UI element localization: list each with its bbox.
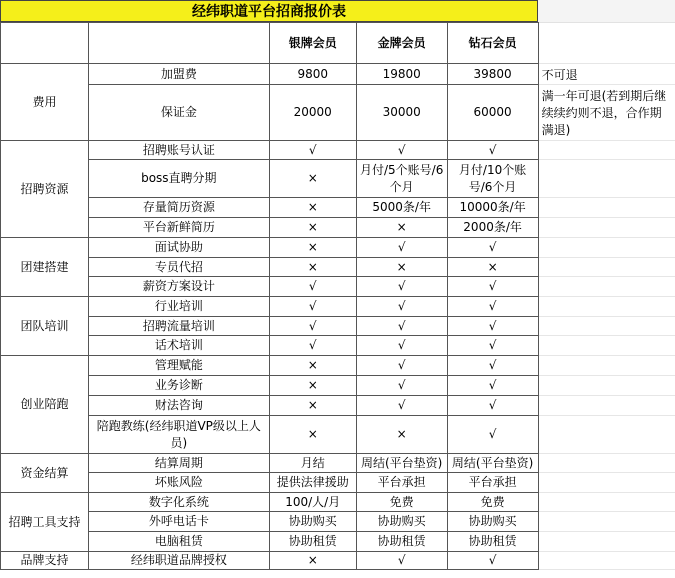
value-cell[interactable]: × <box>269 218 356 238</box>
table-row <box>1 258 675 277</box>
empty-cell[interactable] <box>538 356 675 376</box>
item-cell[interactable]: 加盟费 <box>88 64 269 85</box>
value-cell[interactable]: √ <box>356 238 447 258</box>
empty-cell[interactable] <box>538 376 675 396</box>
category-cell[interactable]: 创业陪跑 <box>1 356 89 454</box>
empty-cell[interactable] <box>538 23 675 64</box>
value-cell[interactable]: × <box>269 258 356 277</box>
empty-cell[interactable] <box>538 473 675 493</box>
value-cell[interactable]: 协助租赁 <box>356 532 447 552</box>
value-cell[interactable]: √ <box>447 396 538 416</box>
tier-header[interactable]: 金牌会员 <box>356 23 447 64</box>
table-row <box>1 532 675 552</box>
value-cell[interactable]: 20000 <box>269 85 356 141</box>
table-row <box>1 198 675 218</box>
value-cell[interactable]: 免费 <box>356 493 447 512</box>
value-cell[interactable]: 19800 <box>356 64 447 85</box>
value-cell[interactable]: √ <box>269 297 356 317</box>
table-row <box>1 64 675 85</box>
price-table <box>0 22 675 570</box>
item-cell[interactable]: 面试协助 <box>88 238 269 258</box>
value-cell[interactable]: √ <box>269 317 356 336</box>
table-row <box>1 238 675 258</box>
value-cell[interactable]: √ <box>356 317 447 336</box>
item-cell[interactable]: 财法咨询 <box>88 396 269 416</box>
item-cell[interactable]: 业务诊断 <box>88 376 269 396</box>
item-cell[interactable]: 保证金 <box>88 85 269 141</box>
value-cell[interactable]: √ <box>269 336 356 356</box>
value-cell[interactable]: 5000条/年 <box>356 198 447 218</box>
table-row <box>1 493 675 512</box>
item-cell[interactable]: 外呼电话卡 <box>88 512 269 532</box>
value-cell[interactable]: √ <box>356 141 447 160</box>
empty-cell[interactable] <box>538 238 675 258</box>
table-row <box>1 416 675 454</box>
empty-cell[interactable] <box>538 396 675 416</box>
value-cell[interactable]: √ <box>269 141 356 160</box>
category-cell[interactable]: 团建搭建 <box>1 238 89 297</box>
value-cell[interactable]: √ <box>356 297 447 317</box>
value-cell[interactable]: × <box>447 258 538 277</box>
table-row <box>1 376 675 396</box>
empty-cell[interactable] <box>538 258 675 277</box>
table-row <box>1 512 675 532</box>
table-row <box>1 317 675 336</box>
value-cell[interactable]: 30000 <box>356 85 447 141</box>
value-cell[interactable]: √ <box>447 336 538 356</box>
value-cell[interactable]: × <box>269 198 356 218</box>
empty-cell[interactable] <box>538 493 675 512</box>
table-row <box>1 218 675 238</box>
value-cell[interactable]: × <box>269 160 356 198</box>
note-cell[interactable]: 满一年可退(若到期后继续续约则不退，合作期满退) <box>538 85 675 141</box>
empty-cell[interactable] <box>538 532 675 552</box>
value-cell[interactable]: √ <box>447 297 538 317</box>
value-cell[interactable]: × <box>269 238 356 258</box>
table-row <box>1 160 675 198</box>
value-cell[interactable]: 周结(平台垫资) <box>447 454 538 473</box>
item-cell[interactable]: 管理赋能 <box>88 356 269 376</box>
empty-cell[interactable] <box>538 512 675 532</box>
value-cell[interactable]: 60000 <box>447 85 538 141</box>
value-cell[interactable]: √ <box>447 416 538 454</box>
table-row <box>1 552 675 570</box>
item-cell[interactable]: 存量简历资源 <box>88 198 269 218</box>
value-cell[interactable]: 协助购买 <box>447 512 538 532</box>
value-cell[interactable]: × <box>269 396 356 416</box>
value-cell[interactable]: 月付/5个账号/6个月 <box>356 160 447 198</box>
value-cell[interactable]: 平台承担 <box>356 473 447 493</box>
value-cell[interactable]: √ <box>447 356 538 376</box>
value-cell[interactable]: × <box>269 552 356 570</box>
value-cell[interactable]: √ <box>447 238 538 258</box>
empty-cell[interactable] <box>538 317 675 336</box>
table-row <box>1 356 675 376</box>
value-cell[interactable]: √ <box>356 552 447 570</box>
value-cell[interactable]: 提供法律援助 <box>269 473 356 493</box>
value-cell[interactable]: √ <box>356 356 447 376</box>
value-cell[interactable]: 周结(平台垫资) <box>356 454 447 473</box>
header-row <box>1 23 675 64</box>
table-title[interactable]: 经纬职道平台招商报价表 <box>0 0 538 22</box>
value-cell[interactable]: × <box>356 258 447 277</box>
category-cell[interactable]: 团队培训 <box>1 297 89 356</box>
item-cell[interactable]: 招聘账号认证 <box>88 141 269 160</box>
value-cell[interactable]: √ <box>356 376 447 396</box>
item-cell[interactable]: 电脑租赁 <box>88 532 269 552</box>
value-cell[interactable]: √ <box>447 317 538 336</box>
item-cell[interactable]: 数字化系统 <box>88 493 269 512</box>
note-cell[interactable]: 不可退 <box>538 64 675 85</box>
empty-cell[interactable] <box>1 23 89 64</box>
category-cell[interactable]: 招聘工具支持 <box>1 493 89 552</box>
value-cell[interactable]: × <box>356 416 447 454</box>
value-cell[interactable]: √ <box>447 552 538 570</box>
empty-cell[interactable] <box>538 198 675 218</box>
value-cell[interactable]: 100/人/月 <box>269 493 356 512</box>
value-cell[interactable]: √ <box>447 141 538 160</box>
item-cell[interactable]: 话术培训 <box>88 336 269 356</box>
value-cell[interactable]: 免费 <box>447 493 538 512</box>
value-cell[interactable]: × <box>269 416 356 454</box>
value-cell[interactable]: 平台承担 <box>447 473 538 493</box>
empty-cell[interactable] <box>538 416 675 454</box>
item-cell[interactable]: 结算周期 <box>88 454 269 473</box>
empty-cell[interactable] <box>538 141 675 160</box>
table-row <box>1 454 675 473</box>
empty-cell[interactable] <box>538 160 675 198</box>
table-row <box>1 336 675 356</box>
empty-cell[interactable] <box>538 454 675 473</box>
tier-header[interactable]: 银牌会员 <box>269 23 356 64</box>
empty-cell[interactable] <box>538 336 675 356</box>
table-row <box>1 396 675 416</box>
category-cell[interactable]: 品牌支持 <box>1 552 89 570</box>
empty-cell[interactable] <box>538 218 675 238</box>
value-cell[interactable]: 协助购买 <box>356 512 447 532</box>
category-cell[interactable]: 招聘资源 <box>1 141 89 238</box>
tier-header[interactable]: 钻石会员 <box>447 23 538 64</box>
value-cell[interactable]: 协助租赁 <box>447 532 538 552</box>
value-cell[interactable]: √ <box>356 396 447 416</box>
value-cell[interactable]: √ <box>356 277 447 297</box>
value-cell[interactable]: 月结 <box>269 454 356 473</box>
empty-cell[interactable] <box>538 297 675 317</box>
value-cell[interactable]: 2000条/年 <box>447 218 538 238</box>
category-cell[interactable]: 资金结算 <box>1 454 89 493</box>
value-cell[interactable]: × <box>269 376 356 396</box>
value-cell[interactable]: √ <box>447 376 538 396</box>
value-cell[interactable]: 10000条/年 <box>447 198 538 218</box>
table-row <box>1 85 675 141</box>
table-row <box>1 141 675 160</box>
empty-cell[interactable] <box>88 23 269 64</box>
item-cell[interactable]: 陪跑教练(经纬职道VP级以上人员) <box>88 416 269 454</box>
empty-cell[interactable] <box>538 0 675 23</box>
item-cell[interactable]: 坏账风险 <box>88 473 269 493</box>
empty-cell[interactable] <box>538 277 675 297</box>
item-cell[interactable]: 专员代招 <box>88 258 269 277</box>
value-cell[interactable]: × <box>356 218 447 238</box>
value-cell[interactable]: √ <box>269 277 356 297</box>
value-cell[interactable]: 协助租赁 <box>269 532 356 552</box>
item-cell[interactable]: boss直聘分期 <box>88 160 269 198</box>
table-row <box>1 297 675 317</box>
value-cell[interactable]: × <box>269 356 356 376</box>
value-cell[interactable]: √ <box>356 336 447 356</box>
category-cell[interactable]: 费用 <box>1 64 89 141</box>
empty-cell[interactable] <box>538 552 675 570</box>
value-cell[interactable]: √ <box>447 277 538 297</box>
table-row <box>1 277 675 297</box>
value-cell[interactable]: 39800 <box>447 64 538 85</box>
item-cell[interactable]: 招聘流量培训 <box>88 317 269 336</box>
item-cell[interactable]: 薪资方案设计 <box>88 277 269 297</box>
item-cell[interactable]: 经纬职道品牌授权 <box>88 552 269 570</box>
item-cell[interactable]: 行业培训 <box>88 297 269 317</box>
item-cell[interactable]: 平台新鲜简历 <box>88 218 269 238</box>
value-cell[interactable]: 9800 <box>269 64 356 85</box>
value-cell[interactable]: 月付/10个账号/6个月 <box>447 160 538 198</box>
value-cell[interactable]: 协助购买 <box>269 512 356 532</box>
table-row <box>1 473 675 493</box>
